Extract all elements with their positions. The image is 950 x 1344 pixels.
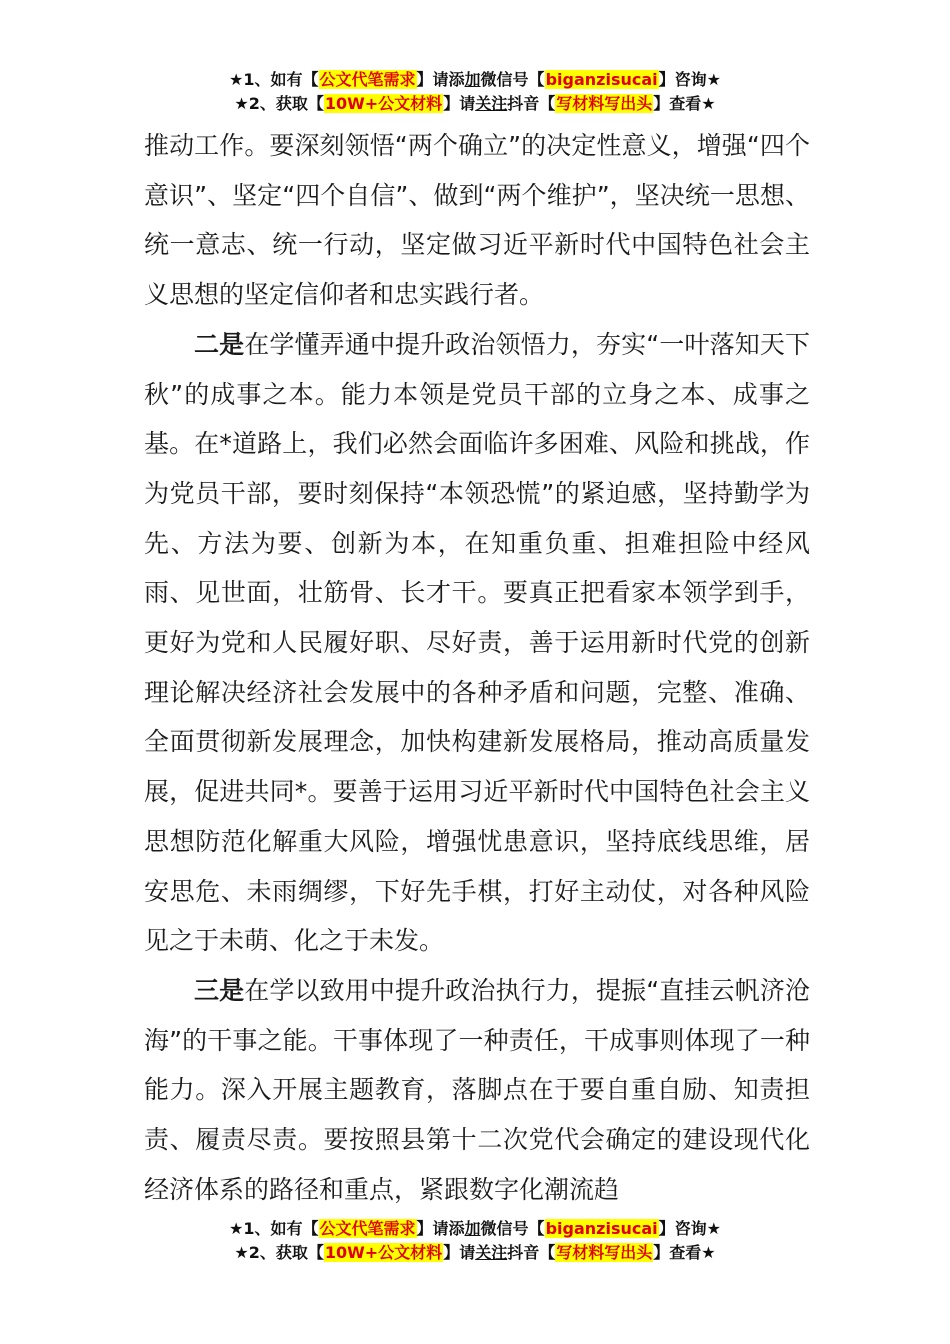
document-body xyxy=(144,121,810,1214)
footer-promo-line-2 xyxy=(0,1241,950,1265)
paragraph-2-text: 在学懂弄通中提升政治领悟力，夯实“一叶落知天下秋”的成事之本。能力本领是党员干部的立身之本、成事之基。在*道路上，我们必然会面临许多困难、风险和挑战，作为党员干部，要时刻保持“本领恐慌”的紧迫感，坚持勤学为先、方法为要、创新为本，在知重负重、担难担险中经风雨、见世面，壮筋骨、长才干。要真正把看家本领学到手，更好为党和人民履好职、尽好责，善于运用新时代党的创新理论解决经济社会发展中的各种矛盾和问题，完整、准确、全面贯彻新发展理念，加快构建新发展格局，推动高质量发展，促进共同*。要善于运用习近平新时代中国特色社会主义思想防范化解重大风险，增强忧患意识，坚持底线思维，居安思危、未雨绸缪，下好先手棋，打好主动仗，对各种风险见之于未萌、化之于未发。 xyxy=(144,329,810,956)
footer-promo-line-2-suffix: 】查看★ xyxy=(653,1243,716,1262)
footer-promo-line-2-underlined: 关注 xyxy=(475,1243,508,1262)
footer-promo-banner xyxy=(0,1217,950,1265)
promo-line-1-suffix: 】咨询★ xyxy=(658,70,721,89)
footer-promo-line-1-middle-2: 微信号【 xyxy=(480,1219,545,1238)
promo-line-2-underlined: 关注 xyxy=(475,94,508,113)
footer-promo-line-1 xyxy=(0,1217,950,1241)
promo-line-2-middle-2: 抖音【 xyxy=(507,94,556,113)
header-promo-banner xyxy=(0,68,950,116)
promo-line-2-highlight-douyin-id: 写材料写出头 xyxy=(556,94,653,113)
footer-promo-line-2-middle-2: 抖音【 xyxy=(507,1243,556,1262)
footer-promo-line-1-underlined: 加 xyxy=(464,1219,481,1238)
promo-line-2 xyxy=(0,92,950,116)
promo-line-1-middle-2: 微信号【 xyxy=(480,70,545,89)
promo-line-2-prefix: ★2、获取【 xyxy=(234,94,324,113)
promo-line-2-middle: 】请 xyxy=(443,94,476,113)
footer-promo-line-1-highlight-service: 公文代笔需求 xyxy=(319,1219,416,1238)
footer-promo-line-2-middle: 】请 xyxy=(443,1243,476,1262)
footer-promo-line-2-highlight-materials: 10W+公文材料 xyxy=(324,1243,443,1262)
paragraph-1: 推动工作。要深刻领悟“两个确立”的决定性意义，增强“四个意识”、坚定“四个自信”、做到“两个维护”，坚决统一思想、统一意志、统一行动，坚定做习近平新时代中国特色社会主义思想的坚定信仰者和忠实践行者。 xyxy=(144,131,810,310)
footer-promo-line-2-prefix: ★2、获取【 xyxy=(234,1243,324,1262)
footer-promo-line-1-highlight-wechat-id: biganzisucai xyxy=(545,1219,658,1238)
promo-line-1-prefix: ★1、如有【 xyxy=(229,70,319,89)
footer-promo-line-1-prefix: ★1、如有【 xyxy=(229,1219,319,1238)
footer-promo-line-2-highlight-douyin-id: 写材料写出头 xyxy=(556,1243,653,1262)
promo-line-1 xyxy=(0,68,950,92)
paragraph-3-text: 在学以致用中提升政治执行力，提振“直挂云帆济沧海”的干事之能。干事体现了一种责任，干成事则体现了一种能力。深入开展主题教育，落脚点在于要自重自励、知责担责、履责尽责。要按照县第十二次党代会确定的建设现代化经济体系的路径和重点，紧跟数字化潮流趋 xyxy=(144,975,810,1204)
promo-line-2-highlight-materials: 10W+公文材料 xyxy=(324,94,443,113)
footer-promo-line-1-middle: 】请添 xyxy=(416,1219,465,1238)
promo-line-1-underlined: 加 xyxy=(464,70,481,89)
promo-line-1-highlight-service: 公文代笔需求 xyxy=(319,70,416,89)
promo-line-1-highlight-wechat-id: biganzisucai xyxy=(545,70,658,89)
paragraph-3 xyxy=(144,966,810,1215)
paragraph-3-lead: 三是 xyxy=(194,975,245,1005)
paragraph-2 xyxy=(144,320,810,966)
paragraph-2-lead: 二是 xyxy=(194,329,245,359)
promo-line-2-suffix: 】查看★ xyxy=(653,94,716,113)
footer-promo-line-1-suffix: 】咨询★ xyxy=(658,1219,721,1238)
promo-line-1-middle: 】请添 xyxy=(416,70,465,89)
